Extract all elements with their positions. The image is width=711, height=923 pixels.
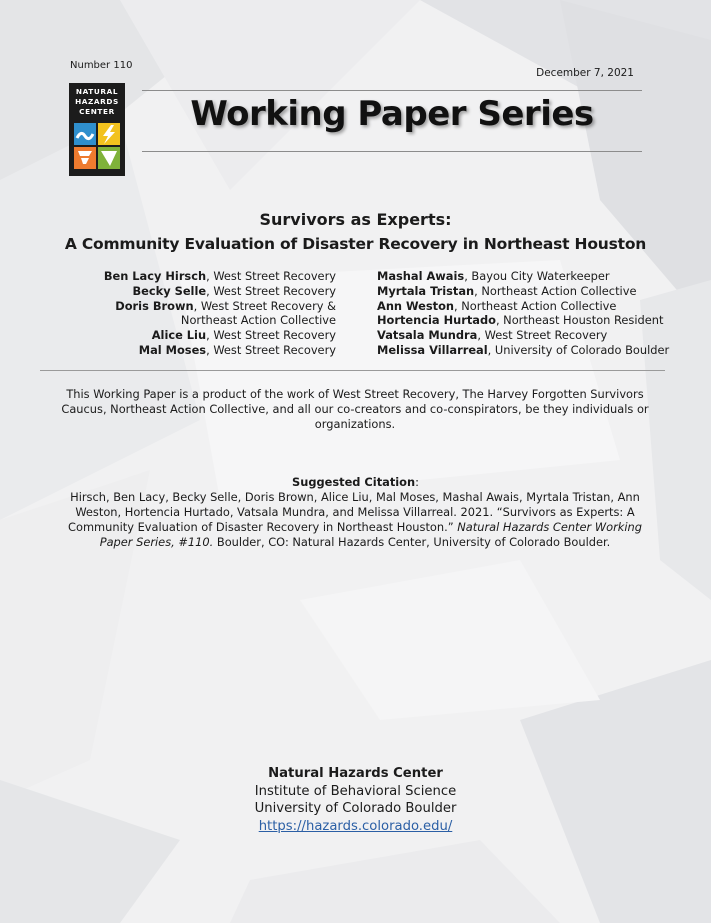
publisher-name: Natural Hazards Center: [268, 766, 443, 781]
publisher-institute: Institute of Behavioral Science: [254, 783, 457, 799]
citation-heading: Suggested Citation:: [292, 475, 419, 489]
publisher-university: University of Colorado Boulder: [254, 801, 457, 817]
series-title: Working Paper Series: [190, 94, 594, 134]
header-rule-top: [142, 90, 642, 91]
acknowledgement-statement: This Working Paper is a product of the work of West Street Recovery, The Harvey Forgotten Survivors Caucus, Northeast Action Collective, and all our co-creators and co-conspirators, be they individuals or organizations.: [61, 387, 649, 431]
paper-subtitle: A Community Evaluation of Disaster Recovery in Northeast Houston: [64, 235, 647, 253]
author-line: Mal Moses, West Street Recovery: [138, 342, 336, 357]
author-line: Becky Selle, West Street Recovery: [132, 283, 336, 298]
paper-number: Number 110: [70, 60, 133, 71]
author-line: Hortencia Hurtado, Northeast Houston Resident: [377, 313, 664, 328]
author-line: Ben Lacy Hirsch, West Street Recovery: [103, 269, 336, 283]
author-line: Melissa Villarreal, University of Colorado Boulder: [377, 342, 670, 357]
author-line: Doris Brown, West Street Recovery &: [115, 298, 336, 313]
author-line: Northeast Action Collective: [180, 313, 336, 328]
logo-wordmark: NATURAL HAZARDS CENTER: [75, 87, 119, 116]
suggested-citation: Hirsch, Ben Lacy, Becky Selle, Doris Brown, Alice Liu, Mal Moses, Mashal Awais, Myrtala Tristan, Ann Weston, Hortencia Hurtado, Vatsala Mundra, and Melissa Villarreal. 2021. “Survivors as Experts: A Community Evaluation of Disaster Recovery in Northeast Houston.” Natural Hazards Center Working Paper Series, #110. Boulder, CO: Natural Hazards Center, University of Colorado Boulder.: [68, 490, 642, 549]
author-line: Myrtala Tristan, Northeast Action Collective: [377, 283, 637, 298]
paper-date: December 7, 2021: [536, 67, 634, 79]
publisher-footer: [0, 765, 711, 835]
paper-title: Survivors as Experts:: [259, 210, 452, 229]
author-line: Mashal Awais, Bayou City Waterkeeper: [377, 269, 610, 283]
author-line: Vatsala Mundra, West Street Recovery: [377, 328, 608, 343]
section-divider: [40, 370, 665, 371]
natural-hazards-center-logo: [69, 83, 125, 176]
header-rule-bottom: [142, 151, 642, 152]
authors-right-column: [377, 269, 677, 358]
author-line: Alice Liu, West Street Recovery: [151, 328, 336, 343]
author-line: Ann Weston, Northeast Action Collective: [377, 298, 617, 313]
authors-left-column: [60, 269, 336, 358]
publisher-url-link[interactable]: https://hazards.colorado.edu/: [258, 818, 453, 834]
